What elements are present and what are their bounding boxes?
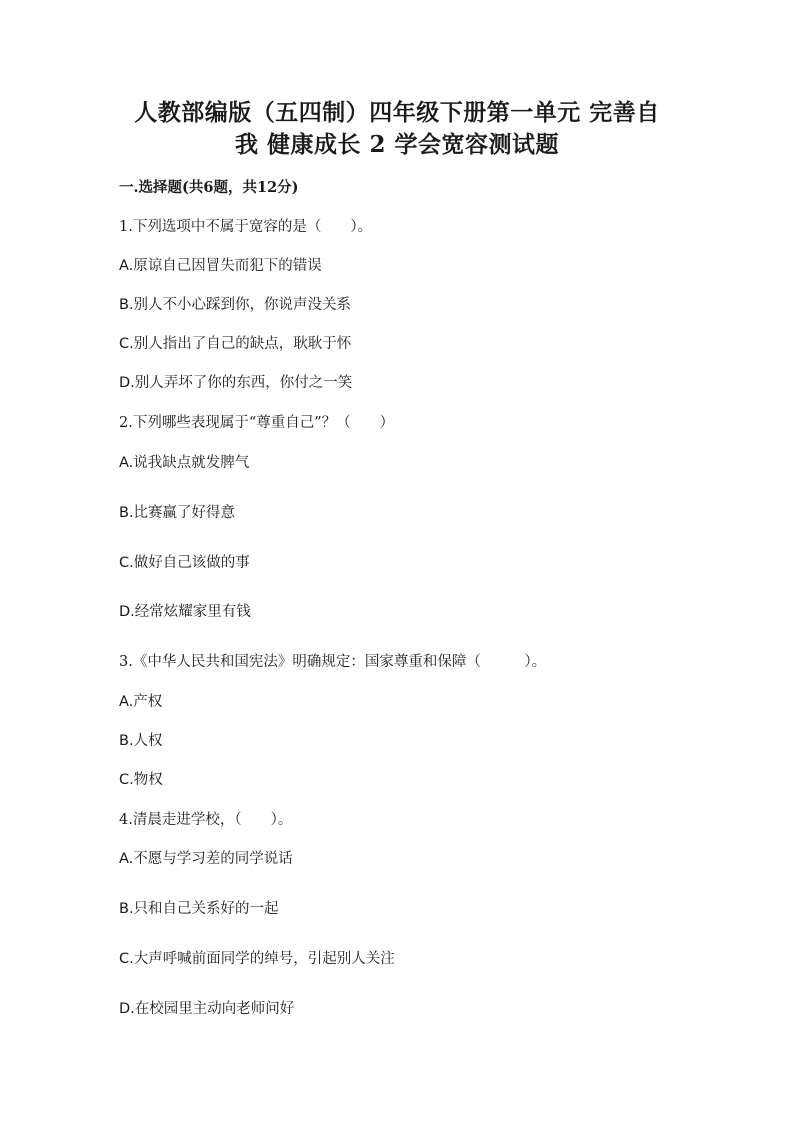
question-1-option-d: D.别人弄坏了你的东西，你付之一笑 — [119, 375, 353, 391]
question-4-option-d: D.在校园里主动向老师问好 — [119, 1001, 295, 1017]
question-1-option-c: C.别人指出了自己的缺点，耿耿于怀 — [119, 336, 352, 352]
question-4-stem: 4.清晨走进学校，（ ）。 — [119, 812, 293, 828]
question-2-option-a: A.说我缺点就发脾气 — [119, 455, 250, 471]
question-2-option-d: D.经常炫耀家里有钱 — [119, 604, 251, 620]
document-title-line-2: 我 健康成长 2 学会宽容测试题 — [234, 131, 560, 158]
section-heading: 一.选择题(共6题，共12分) — [119, 179, 299, 196]
question-3-option-a: A.产权 — [119, 694, 163, 710]
document-title-line-1: 人教部编版（五四制）四年级下册第一单元 完善自 — [134, 99, 660, 126]
question-1-option-a: A.原谅自己因冒失而犯下的错误 — [119, 258, 322, 274]
question-2-option-b: B.比赛赢了好得意 — [119, 505, 236, 521]
question-4-option-a: A.不愿与学习差的同学说话 — [119, 851, 293, 867]
question-3-stem: 3.《中华人民共和国宪法》明确规定：国家尊重和保障（ ）。 — [119, 654, 547, 670]
question-1-option-b: B.别人不小心踩到你，你说声没关系 — [119, 297, 352, 313]
question-1-stem: 1.下列选项中不属于宽容的是（ ）。 — [119, 219, 373, 235]
question-3-option-c: C.物权 — [119, 772, 163, 788]
question-2-option-c: C.做好自己该做的事 — [119, 555, 250, 571]
question-2-stem: 2.下列哪些表现属于“尊重自己”？（ ） — [119, 415, 395, 431]
question-3-option-b: B.人权 — [119, 733, 163, 749]
question-4-option-c: C.大声呼喊前面同学的绰号，引起别人关注 — [119, 951, 395, 967]
question-4-option-b: B.只和自己关系好的一起 — [119, 901, 279, 917]
